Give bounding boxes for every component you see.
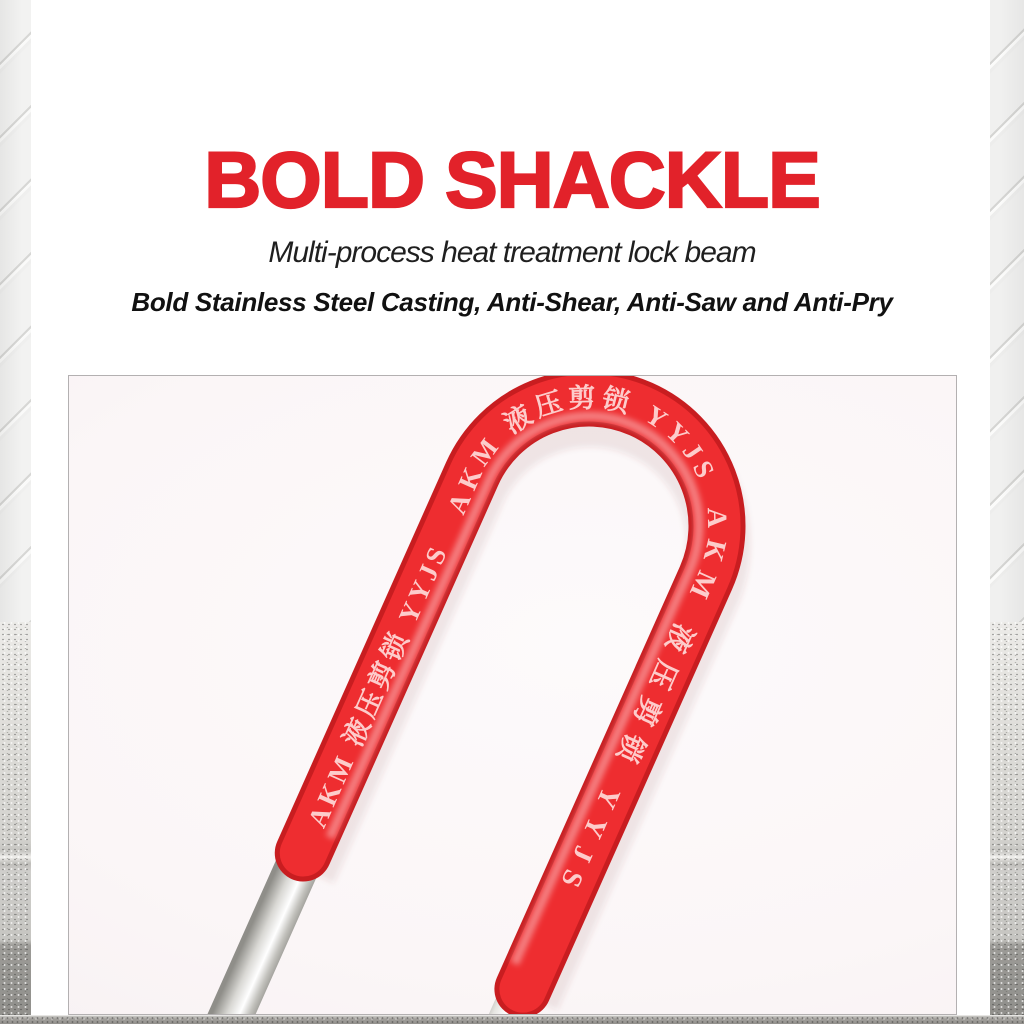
page-title: BOLD SHACKLE	[204, 135, 820, 224]
subtitle: Multi-process heat treatment lock beam	[268, 236, 756, 269]
tagline: Bold Stainless Steel Casting, Anti-Shear, Anti-Saw and Anti-Pry	[131, 287, 893, 317]
backdrop-bottom-ledge	[0, 1015, 1024, 1024]
shackle-print-top-curve: AKM 液压剪锁 YYJS	[441, 382, 724, 519]
granite-texture	[0, 622, 31, 1024]
svg-text:AKM 液压剪锁 YYJS	[301, 539, 454, 832]
shackle-print-right-leg: AKM 液压剪锁 YYJS	[549, 507, 733, 903]
product-photo	[68, 375, 957, 1015]
granite-texture	[990, 622, 1024, 1024]
shackle-illustration	[69, 376, 956, 1014]
shackle-print-left-leg: AKM 液压剪锁 YYJS	[301, 539, 455, 832]
